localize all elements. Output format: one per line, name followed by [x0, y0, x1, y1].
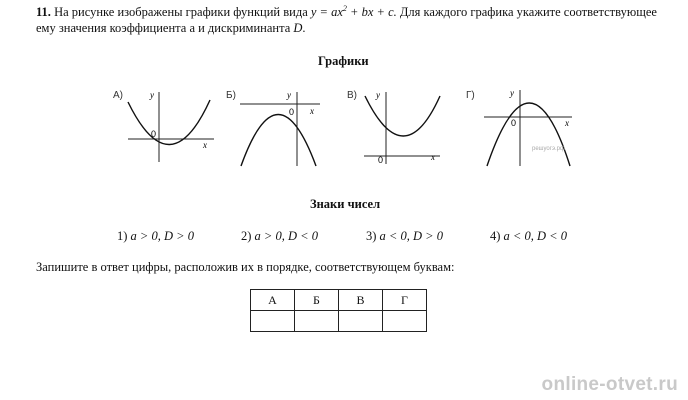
graph-g-x-label: x — [565, 118, 569, 128]
graph-v-x-label: x — [431, 152, 435, 162]
choice-4-text: a < 0, D < 0 — [503, 229, 567, 243]
answer-header-a: А — [251, 290, 295, 311]
graph-g-origin: 0 — [511, 118, 517, 128]
answer-header-v: В — [339, 290, 383, 311]
choice-1-num: 1) — [117, 229, 128, 243]
task-period: . — [302, 21, 306, 35]
answer-header-row — [251, 290, 427, 311]
formula-prefix: y = ax — [310, 5, 343, 20]
task-var-d: D — [293, 21, 303, 35]
answer-instruction: Запишите в ответ цифры, расположив их в порядке, соответствующем буквам: — [36, 260, 455, 274]
choice-3-num: 3) — [366, 229, 377, 243]
answer-value-row — [251, 311, 427, 332]
watermark: online-otvet.ru — [541, 374, 678, 395]
answer-cell-g[interactable] — [383, 311, 427, 332]
task-text-1: На рисунке изображены графики функций вида — [54, 5, 308, 20]
graph-v-y-label: y — [376, 90, 380, 100]
answer-cell-v[interactable] — [339, 311, 383, 332]
graph-a-x-label: x — [203, 140, 207, 150]
choice-1-text: a > 0, D > 0 — [130, 229, 194, 243]
answer-header-g: Г — [383, 290, 427, 311]
signs-title: Знаки чисел — [310, 197, 381, 211]
choice-3 — [366, 229, 443, 244]
graph-b-y-label: y — [287, 90, 291, 100]
task-text-2: ему значения коэффициента a и дискриминанта — [36, 21, 291, 35]
formula-exponent: 2 — [342, 4, 347, 13]
graph-g-label: Г) — [466, 90, 475, 101]
graph-b-origin: 0 — [289, 107, 295, 117]
formula-suffix: + bx + c. — [346, 5, 397, 20]
task-number: 11. — [36, 5, 51, 20]
choice-2 — [241, 229, 318, 244]
graph-g-y-label: y — [510, 88, 514, 98]
choice-4 — [490, 229, 567, 244]
choice-1 — [117, 229, 194, 244]
graph-v-origin: 0 — [378, 155, 384, 165]
graph-g-parabola — [487, 103, 570, 166]
task-text-1-tail: Для каждого графика укажите соответствующее — [399, 5, 657, 20]
graph-b-x-label: x — [310, 106, 314, 116]
graphs-title: Графики — [318, 54, 369, 68]
choice-2-num: 2) — [241, 229, 252, 243]
choice-4-num: 4) — [490, 229, 501, 243]
answer-table — [250, 289, 427, 332]
graph-v-label: В) — [347, 90, 357, 101]
answer-header-b: Б — [295, 290, 339, 311]
graph-b-label: Б) — [226, 90, 236, 101]
graph-a-label: А) — [113, 90, 123, 101]
answer-cell-a[interactable] — [251, 311, 295, 332]
answer-cell-b[interactable] — [295, 311, 339, 332]
choice-2-text: a > 0, D < 0 — [254, 229, 318, 243]
graph-a-y-label: y — [150, 90, 154, 100]
graph-a-origin: 0 — [151, 129, 157, 139]
graph-g-faint-text: решуогэ.рф — [532, 146, 565, 152]
choice-3-text: a < 0, D > 0 — [379, 229, 443, 243]
